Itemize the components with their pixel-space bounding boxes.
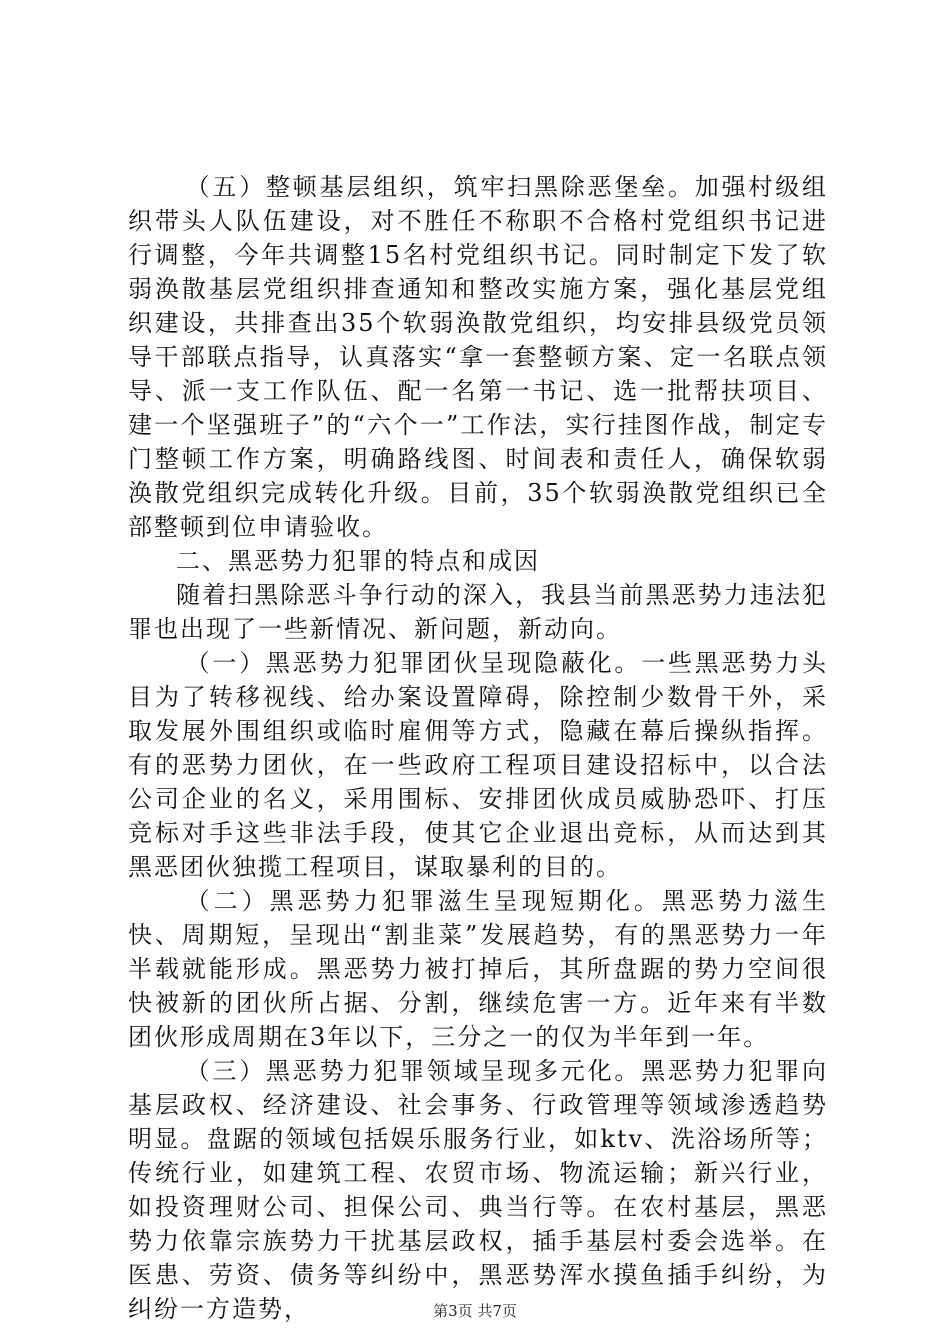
paragraph-point-two: （二）黑恶势力犯罪滋生呈现短期化。黑恶势力滋生快、周期短，呈现出“割韭菜”发展趋势，有的黑恶势力一年半载就能形成。黑恶势力被打掉后，其所盘踞的势力空间很快被新的团伙所占据、分割，继续危害一方。近年来有半数团伙形成周期在3年以下，三分之一的仅为半年到一年。 bbox=[128, 887, 828, 1051]
page-footer: 第3页 共7页 bbox=[433, 1302, 517, 1320]
paragraph-point-one: （一）黑恶势力犯罪团伙呈现隐蔽化。一些黑恶势力头目为了转移视线、给办案设置障碍，除控制少数骨干外，采取发展外围组织或临时雇佣等方式，隐藏在幕后操纵指挥。有的恶势力团伙，在一些政府工程项目建设招标中，以合法公司企业的名义，采用围标、安排团伙成员威胁恐吓、打压竞标对手这些非法手段，使其它企业退出竞标，从而达到其黑恶团伙独揽工程项目，谋取暴利的目的。 bbox=[128, 649, 828, 881]
paragraph-section-five: （五）整顿基层组织，筑牢扫黑除恶堡垒。加强村级组织带头人队伍建设，对不胜任不称职不合格村党组织书记进行调整，今年共调整15名村党组织书记。同时制定下发了软弱涣散基层党组织排查通知和整改实施方案，强化基层党组织建设，共排查出35个软弱涣散党组织，均安排县级党员领导干部联点指导，认真落实“拿一套整顿方案、定一名联点领导、派一支工作队伍、配一名第一书记、选一批帮扶项目、建一个坚强班子”的“六个一”工作法，实行挂图作战，制定专门整顿工作方案，明确路线图、时间表和责任人，确保软弱涣散党组织完成转化升级。目前，35个软弱涣散党组织已全部整顿到位申请验收。 bbox=[128, 173, 828, 541]
heading-section-two: 二、黑恶势力犯罪的特点和成因 bbox=[176, 547, 540, 575]
paragraph-point-three: （三）黑恶势力犯罪领域呈现多元化。黑恶势力犯罪向基层政权、经济建设、社会事务、行政管理等领域渗透趋势明显。盘踞的领域包括娱乐服务行业，如ktv、洗浴场所等；传统行业，如建筑工程、农贸市场、物流运输；新兴行业，如投资理财公司、担保公司、典当行等。在农村基层，黑恶势力依靠宗族势力干扰基层政权，插手基层村委会选举。在医患、劳资、债务等纠纷中，黑恶势浑水摸鱼插手纠纷，为纠纷一方造势， bbox=[128, 1057, 828, 1323]
document-body bbox=[128, 170, 828, 1326]
paragraph-intro: 随着扫黑除恶斗争行动的深入，我县当前黑恶势力违法犯罪也出现了一些新情况、新问题，新动向。 bbox=[128, 581, 828, 643]
